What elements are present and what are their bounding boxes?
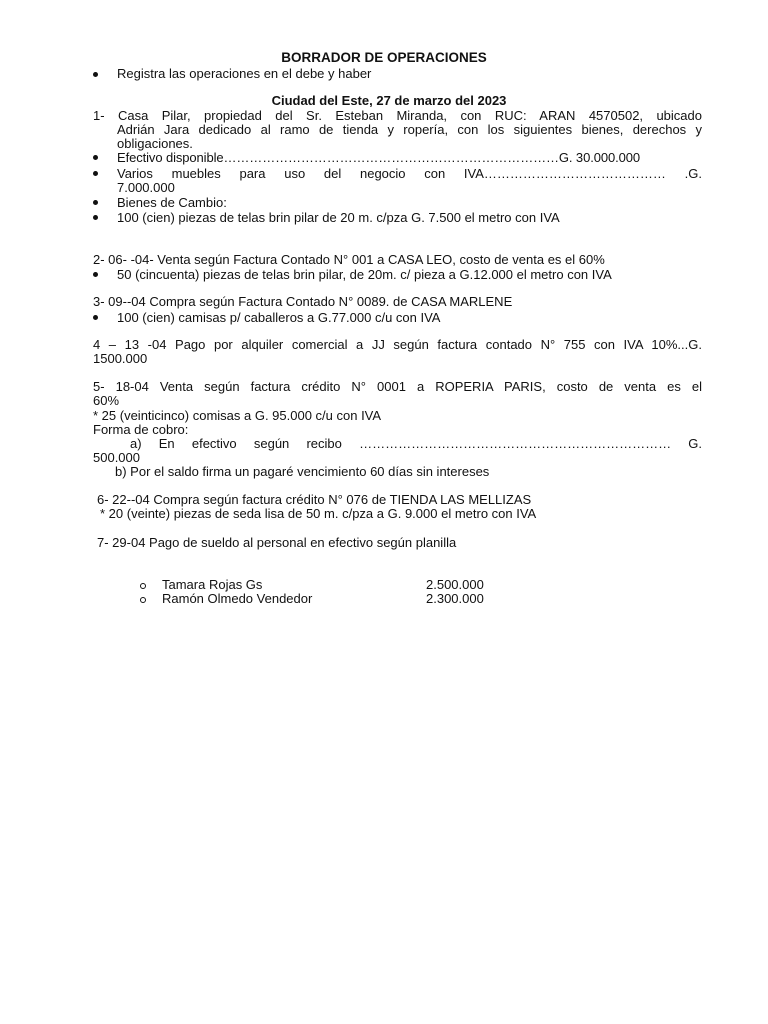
op3-line1: 3- 09--04 Compra según Factura Contado N° 0089. de CASA MARLENE [93, 294, 513, 309]
bullet-icon [93, 200, 98, 205]
op5-line2: 60% [93, 393, 120, 408]
op1-muebles-amount: 7.000.000 [117, 180, 175, 195]
intro-line: Registra las operaciones en el debe y haber [117, 66, 372, 81]
op2-line1: 2- 06- -04- Venta según Factura Contado N° 001 a CASA LEO, costo de venta es el 60% [93, 252, 605, 267]
bullet-icon [93, 155, 98, 160]
op1-bienes: Bienes de Cambio: [117, 195, 227, 210]
employee-name: Ramón Olmedo Vendedor [162, 591, 313, 606]
circle-bullet-icon [140, 583, 146, 589]
employee-amount: 2.300.000 [426, 591, 484, 606]
employee-name: Tamara Rojas Gs [162, 577, 263, 592]
bullet-icon [93, 171, 98, 176]
bullet-icon [93, 315, 98, 320]
employee-amount: 2.500.000 [426, 577, 484, 592]
op5-line6: 500.000 [93, 450, 140, 465]
op7-line1: 7- 29-04 Pago de sueldo al personal en efectivo según planilla [97, 535, 457, 550]
op3-item: 100 (cien) camisas p/ caballeros a G.77.000 c/u con IVA [117, 310, 441, 325]
op4-line2: 1500.000 [93, 351, 148, 366]
date-heading: Ciudad del Este, 27 de marzo del 2023 [271, 93, 507, 108]
op6-line2: * 20 (veinte) piezas de seda lisa de 50 m. c/pza a G. 9.000 el metro con IVA [100, 506, 537, 521]
op1-muebles: Varios muebles para uso del negocio con IVA…………………………………… .G. [117, 167, 702, 181]
op5-line5: a) En efectivo según recibo ……………………………………………………………… G. [130, 437, 702, 451]
op2-item: 50 (cincuenta) piezas de telas brin pilar, de 20m. c/ pieza a G.12.000 el metro con IVA [117, 267, 612, 282]
op1-telas: 100 (cien) piezas de telas brin pilar de 20 m. c/pza G. 7.500 el metro con IVA [117, 210, 560, 225]
op5-line3: * 25 (veinticinco) comisas a G. 95.000 c/u con IVA [93, 408, 382, 423]
bullet-icon [93, 272, 98, 277]
op5-line4: Forma de cobro: [93, 422, 189, 437]
op5-line1: 5- 18-04 Venta según factura crédito N° 0001 a ROPERIA PARIS, costo de venta es el [93, 380, 702, 394]
page-title: BORRADOR DE OPERACIONES [281, 50, 487, 65]
op4-line1: 4 – 13 -04 Pago por alquiler comercial a JJ según factura contado N° 755 con IVA 10%...G. [93, 338, 702, 352]
op6-line1: 6- 22--04 Compra según factura crédito N° 076 de TIENDA LAS MELLIZAS [97, 492, 532, 507]
circle-bullet-icon [140, 597, 146, 603]
bullet-icon [93, 215, 98, 220]
op5-line7: b) Por el saldo firma un pagaré vencimiento 60 días sin intereses [115, 464, 490, 479]
op1-line3: obligaciones. [117, 136, 193, 151]
op1-line2: Adrián Jara dedicado al ramo de tienda y ropería, con los siguientes bienes, derechos y [117, 123, 702, 137]
op1-efectivo: Efectivo disponible……………………………………………………………………G. 30.000.000 [117, 150, 640, 165]
bullet-icon [93, 72, 98, 77]
op1-line1: 1- Casa Pilar, propiedad del Sr. Esteban Miranda, con RUC: ARAN 4570502, ubicado [93, 109, 702, 123]
